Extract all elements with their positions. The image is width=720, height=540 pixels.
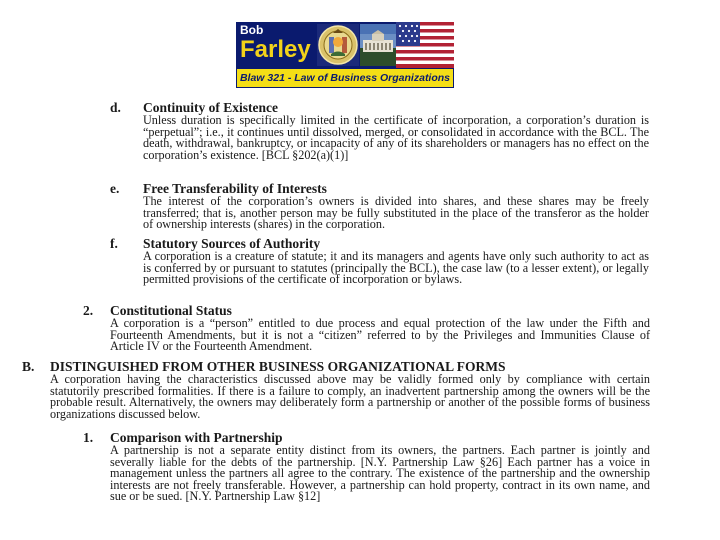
item-e-label: e. [110, 181, 120, 196]
item-2-heading: Constitutional Status [110, 303, 232, 318]
item-e-text: The interest of the corporation’s owners is divided into shares, and these shares may be freely transferred; that is, another person may be fully substituted in the place of the transferor as the holder of ownership interests (shares) in the corporation. [143, 194, 649, 231]
course-title-bar [236, 68, 454, 88]
instructor-first-name: Bob [240, 23, 264, 37]
item-d-label: d. [110, 100, 121, 115]
item-d-heading: Continuity of Existence [143, 100, 278, 115]
section-b-label: B. [22, 359, 35, 374]
item-2-label: 2. [83, 303, 94, 318]
item-1-label: 1. [83, 430, 94, 445]
item-e-heading: Free Transferability of Interests [143, 181, 327, 196]
state-seal-icon [317, 24, 359, 66]
item-f-text: A corporation is a creature of statute; it and its managers and agents have only such authority to act as is conferred by or pursuant to statutes (principally the BCL), the case law (to a lesser extent), or legally permitted provisions of the certificate of incorporation or bylaws. [143, 249, 649, 286]
section-b-heading: DISTINGUISHED FROM OTHER BUSINESS ORGANIZATIONAL FORMS [50, 359, 506, 374]
course-banner [236, 22, 454, 88]
section-b-text: A corporation having the characteristics discussed above may be validly formed only by compliance with certain statutorily prescribed formalities. If there is a failure to comply, an inadvertent partnership among the owners will be the probable result. Alternatively, the owners may deliberately form a partnership or another of the possible forms of business organizations discussed below. [50, 372, 650, 421]
instructor-last-name: Farley [240, 36, 311, 63]
outline-document [22, 94, 660, 538]
item-f-heading: Statutory Sources of Authority [143, 236, 321, 251]
item-1-heading: Comparison with Partnership [110, 430, 283, 445]
capitol-building-icon [360, 24, 396, 66]
item-2-text: A corporation is a “person” entitled to due process and equal protection of the law under the Fifth and Fourteenth Amendments, but it is not a “citizen” referred to by the Privileges and Immunities Clause of Article IV or the Fourteenth Amendment. [110, 316, 650, 353]
item-f-label: f. [110, 236, 118, 251]
banner-header [236, 22, 454, 68]
instructor-name [240, 24, 311, 64]
item-d-text: Unless duration is specifically limited in the certificate of incorporation, a corporation’s duration is “perpetual”; i.e., it continues until dissolved, merged, or consolidated in accordance with the BCL. The death, withdrawal, bankruptcy, or incapacity of any of its shareholders or managers has no effect on the corporation’s existence. [BCL §202(a)(1)] [143, 113, 649, 162]
american-flag-icon [396, 22, 454, 68]
item-1-text: A partnership is not a separate entity distinct from its owners, the partners. Each partner is jointly and severally liable for the debts of the partnership. [N.Y. Partnership Law §26] Each partner has a voice in management unless the partners all agree to the contrary. The existence of the partnership and the ownership interests are not freely transferable. However, a partnership can hold property, contract in its own name, and sue or be sued. [N.Y. Partnership Law §12] [110, 443, 650, 503]
course-title: Blaw 321 - Law of Business Organizations [239, 72, 451, 84]
